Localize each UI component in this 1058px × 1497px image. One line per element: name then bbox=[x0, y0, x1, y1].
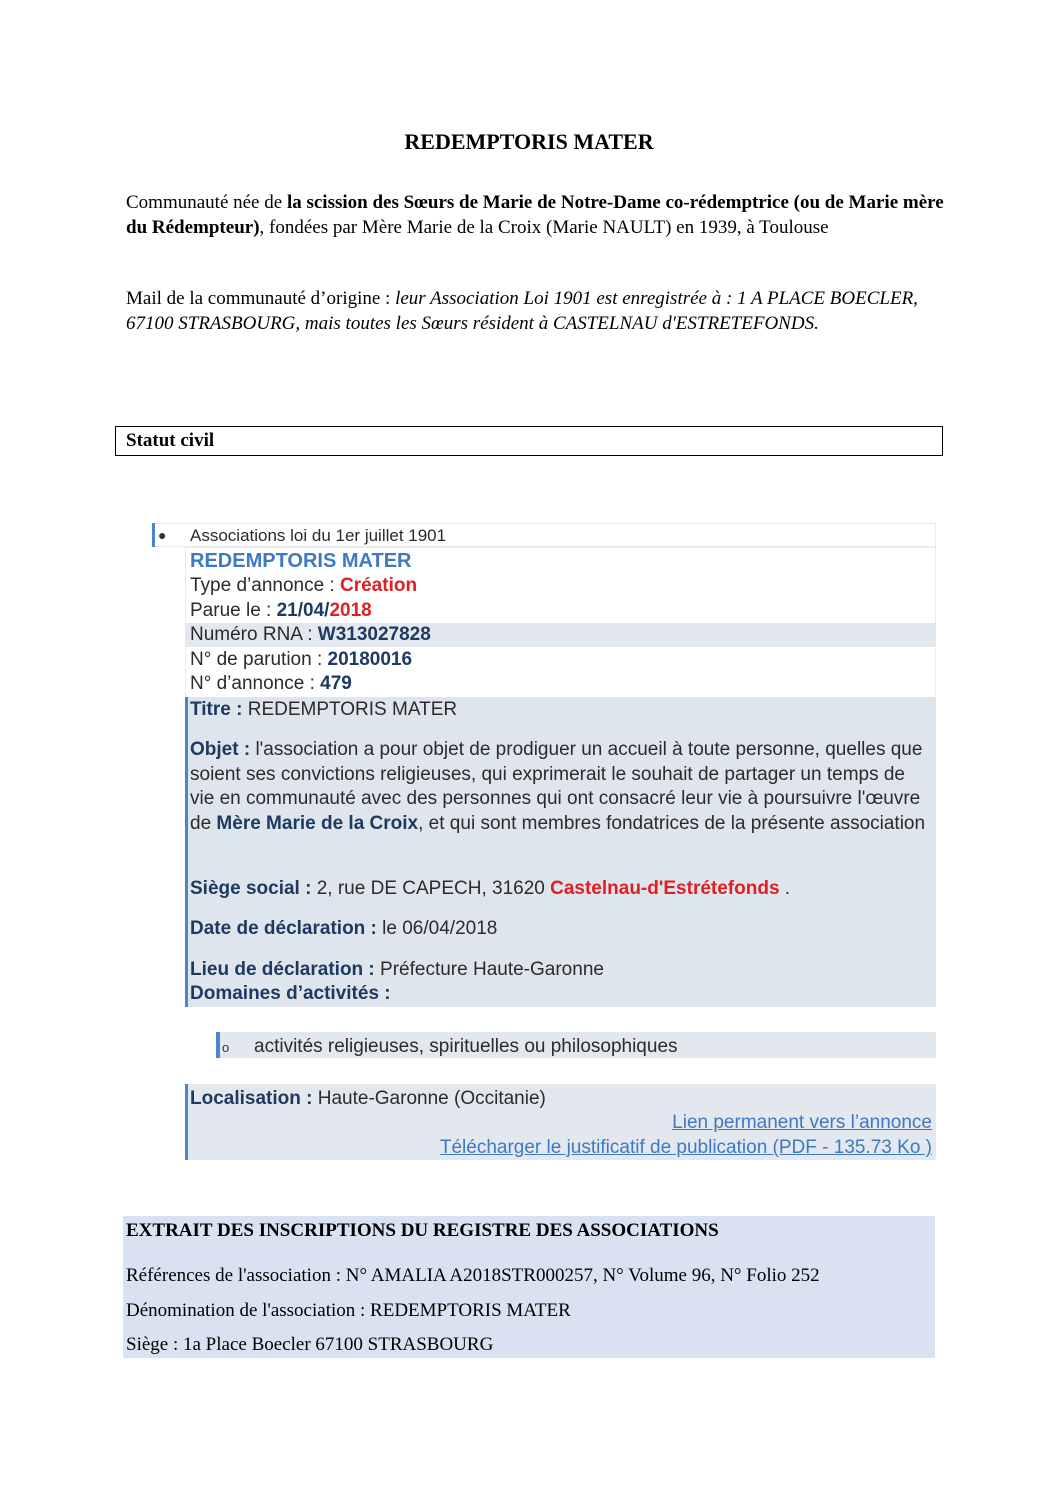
circle-bullet-icon: o bbox=[222, 1040, 230, 1055]
register-references: Références de l'association : N° AMALIA A2018STR000257, N° Volume 96, N° Folio 252 bbox=[126, 1265, 820, 1286]
download-pdf-link[interactable]: Télécharger le justificatif de publication (PDF - 135.73 Ko ) bbox=[439, 1137, 932, 1158]
type-annonce-label: Type d’annonce : bbox=[190, 575, 340, 596]
statut-civil-label: Statut civil bbox=[126, 430, 215, 451]
siege-value: 2, rue DE CAPECH, 31620 bbox=[316, 878, 551, 899]
intro-prefix: Communauté née de bbox=[126, 192, 287, 213]
localisation-value: Haute-Garonne (Occitanie) bbox=[317, 1088, 546, 1109]
register-siege: Siège : 1a Place Boecler 67100 STRASBOURG bbox=[126, 1334, 494, 1355]
lieu-declaration-row bbox=[190, 958, 604, 983]
objet-row bbox=[190, 738, 932, 836]
statut-civil-box bbox=[115, 426, 943, 456]
parue-year: 2018 bbox=[329, 600, 372, 621]
date-declaration-row bbox=[190, 917, 497, 942]
details-accent-bar bbox=[185, 697, 188, 1007]
rna-value: W313027828 bbox=[317, 624, 431, 645]
parution-value: 20180016 bbox=[327, 649, 413, 670]
intro-paragraph bbox=[126, 190, 946, 240]
parue-label: Parue le : bbox=[190, 600, 277, 621]
lieu-declaration-label: Lieu de déclaration : bbox=[190, 959, 381, 980]
register-denomination: Dénomination de l'association : REDEMPTORIS MATER bbox=[126, 1300, 571, 1321]
intro-suffix: , fondées par Mère Marie de la Croix (Marie NAULT) en 1939, à Toulouse bbox=[259, 217, 829, 238]
mail-prefix: Mail de la communauté d’origine : bbox=[126, 288, 396, 309]
siege-label: Siège social : bbox=[190, 878, 317, 899]
mail-italic: leur Association Loi 1901 est enregistrée à : 1 A PLACE BOECLER, 67100 STRASBOURG, mais toutes les Sœurs résident à CASTELNAU d'ESTRETEFONDS. bbox=[126, 288, 918, 334]
parue-date-part: 21/04/ bbox=[276, 600, 330, 621]
annonce-category: Associations loi du 1er juillet 1901 bbox=[190, 526, 447, 545]
objet-text-a: l'association a pour objet de prodiguer un accueil à toute personne, quelles que soient ses convictions religieuses, qui exprimerait le souhait de partager un temps de vie en communauté avec des personnes qui ont consacré leur vie à poursuivre l'œuvre de bbox=[190, 739, 923, 834]
objet-text-b: , et qui sont membres fondatrices de la présente association bbox=[418, 812, 926, 834]
localisation-accent-bar bbox=[185, 1084, 188, 1160]
titre-label: Titre : bbox=[190, 699, 248, 720]
date-declaration-value: le 06/04/2018 bbox=[382, 918, 498, 939]
titre-row bbox=[190, 698, 457, 723]
domaines-label: Domaines d’activités : bbox=[190, 983, 391, 1004]
bullet-icon: ● bbox=[158, 527, 167, 543]
permanent-link[interactable]: Lien permanent vers l’annonce bbox=[672, 1112, 932, 1133]
category-accent-bar bbox=[152, 523, 155, 547]
date-declaration-label: Date de déclaration : bbox=[190, 918, 383, 939]
type-annonce-value: Création bbox=[340, 575, 418, 596]
objet-label: Objet : bbox=[190, 739, 256, 760]
type-annonce-row bbox=[190, 574, 417, 599]
objet-bold: Mère Marie de la Croix bbox=[216, 812, 419, 834]
annonce-number-value: 479 bbox=[320, 673, 352, 694]
page-title: REDEMPTORIS MATER bbox=[404, 129, 654, 154]
parue-row bbox=[190, 599, 372, 624]
titre-value: REDEMPTORIS MATER bbox=[247, 699, 458, 720]
parution-label: N° de parution : bbox=[190, 649, 328, 670]
parution-row bbox=[190, 648, 412, 673]
lieu-declaration-value: Préfecture Haute-Garonne bbox=[380, 959, 604, 980]
rna-row bbox=[190, 623, 431, 648]
mail-paragraph bbox=[126, 286, 946, 336]
intro-bold: la scission des Sœurs de Marie de Notre-Dame co-rédemptrice (ou de Marie mère du Rédempteur) bbox=[126, 192, 944, 238]
localisation-label: Localisation : bbox=[190, 1088, 318, 1109]
siege-city: Castelnau-d'Estrétefonds bbox=[550, 878, 780, 899]
domaines-row bbox=[190, 982, 391, 1007]
siege-row bbox=[190, 877, 790, 902]
register-heading: EXTRAIT DES INSCRIPTIONS DU REGISTRE DES ASSOCIATIONS bbox=[126, 1220, 719, 1241]
association-name: REDEMPTORIS MATER bbox=[190, 550, 412, 572]
domaine-accent-bar bbox=[216, 1032, 220, 1058]
rna-label: Numéro RNA : bbox=[190, 624, 318, 645]
localisation-row bbox=[190, 1087, 546, 1112]
annonce-number-row bbox=[190, 672, 352, 697]
siege-end: . bbox=[779, 878, 791, 899]
domaine-item: activités religieuses, spirituelles ou philosophiques bbox=[254, 1036, 678, 1057]
annonce-number-label: N° d’annonce : bbox=[190, 673, 321, 694]
